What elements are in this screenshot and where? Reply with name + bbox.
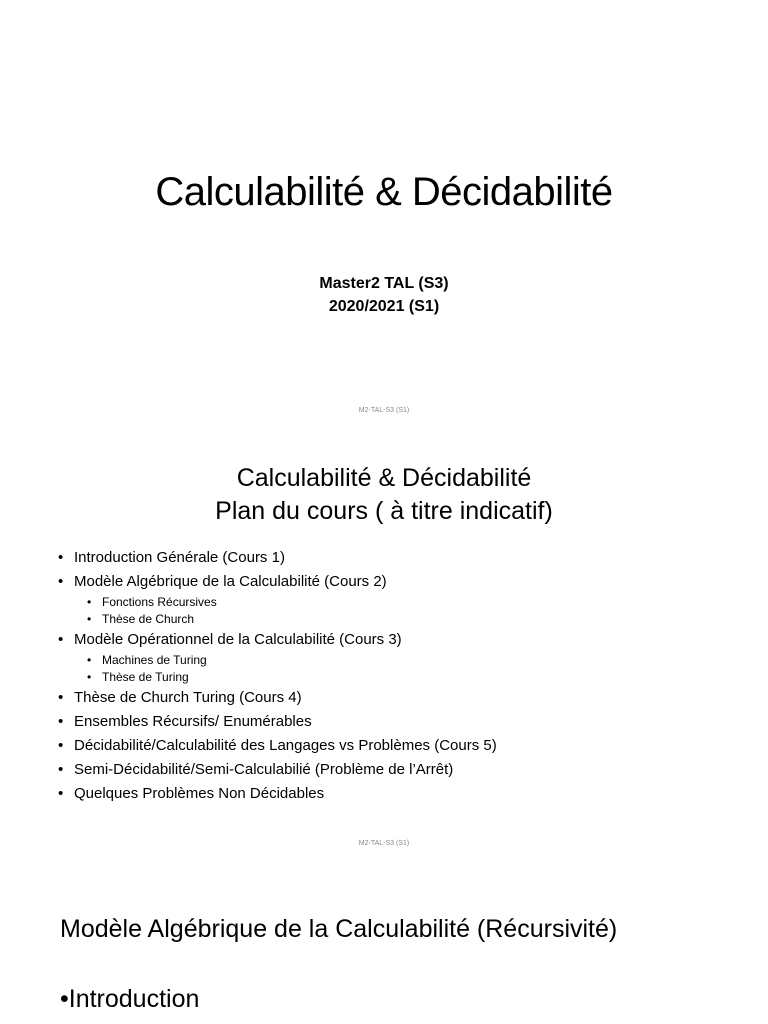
list-item: • Thèse de Church Turing (Cours 4) [58, 686, 738, 710]
subtitle-year: 2020/2021 (S1) [328, 298, 440, 315]
slide-title-heading: Calculabilité & Décidabilité [155, 170, 613, 214]
course-plan-heading [0, 462, 768, 528]
slide-subtitle [0, 272, 768, 318]
list-item: • Quelques Problèmes Non Décidables [58, 782, 738, 806]
sub-list-item: • Machines de Turing [58, 652, 738, 669]
sub-list-item: • Thèse de Church [58, 611, 738, 628]
list-item: • Modèle Algébrique de la Calculabilité (Cours 2) [58, 570, 738, 594]
list-item: • Introduction Générale (Cours 1) [58, 546, 738, 570]
course-plan-title: Calculabilité & Décidabilité [236, 464, 532, 492]
list-item: • Décidabilité/Calculabilité des Langages vs Problèmes (Cours 5) [58, 734, 738, 758]
course-plan-list [58, 546, 738, 806]
list-item: • Semi-Décidabilité/Semi-Calculabilié (Problème de l’Arrêt) [58, 758, 738, 782]
slide-footer: M2-TAL-S3 (S1) [358, 407, 410, 414]
list-item: • Ensembles Récursifs/ Enumérables [58, 710, 738, 734]
slide-title [0, 0, 768, 432]
subtitle-program: Master2 TAL (S3) [319, 275, 449, 292]
list-item: • Modèle Opérationnel de la Calculabilité (Cours 3) [58, 628, 738, 652]
algebraic-model-heading: Modèle Algébrique de la Calculabilité (Récursivité) [60, 915, 618, 943]
slide-course-plan [0, 432, 768, 864]
slide-algebraic-model [0, 864, 768, 1024]
sub-list-item: • Thèse de Turing [58, 669, 738, 686]
introduction-bullet: •Introduction [60, 985, 200, 1013]
sub-list-item: • Fonctions Récursives [58, 594, 738, 611]
slide-footer: M2-TAL-S3 (S1) [358, 840, 410, 847]
course-plan-subtitle: Plan du cours ( à titre indicatif) [215, 497, 553, 525]
